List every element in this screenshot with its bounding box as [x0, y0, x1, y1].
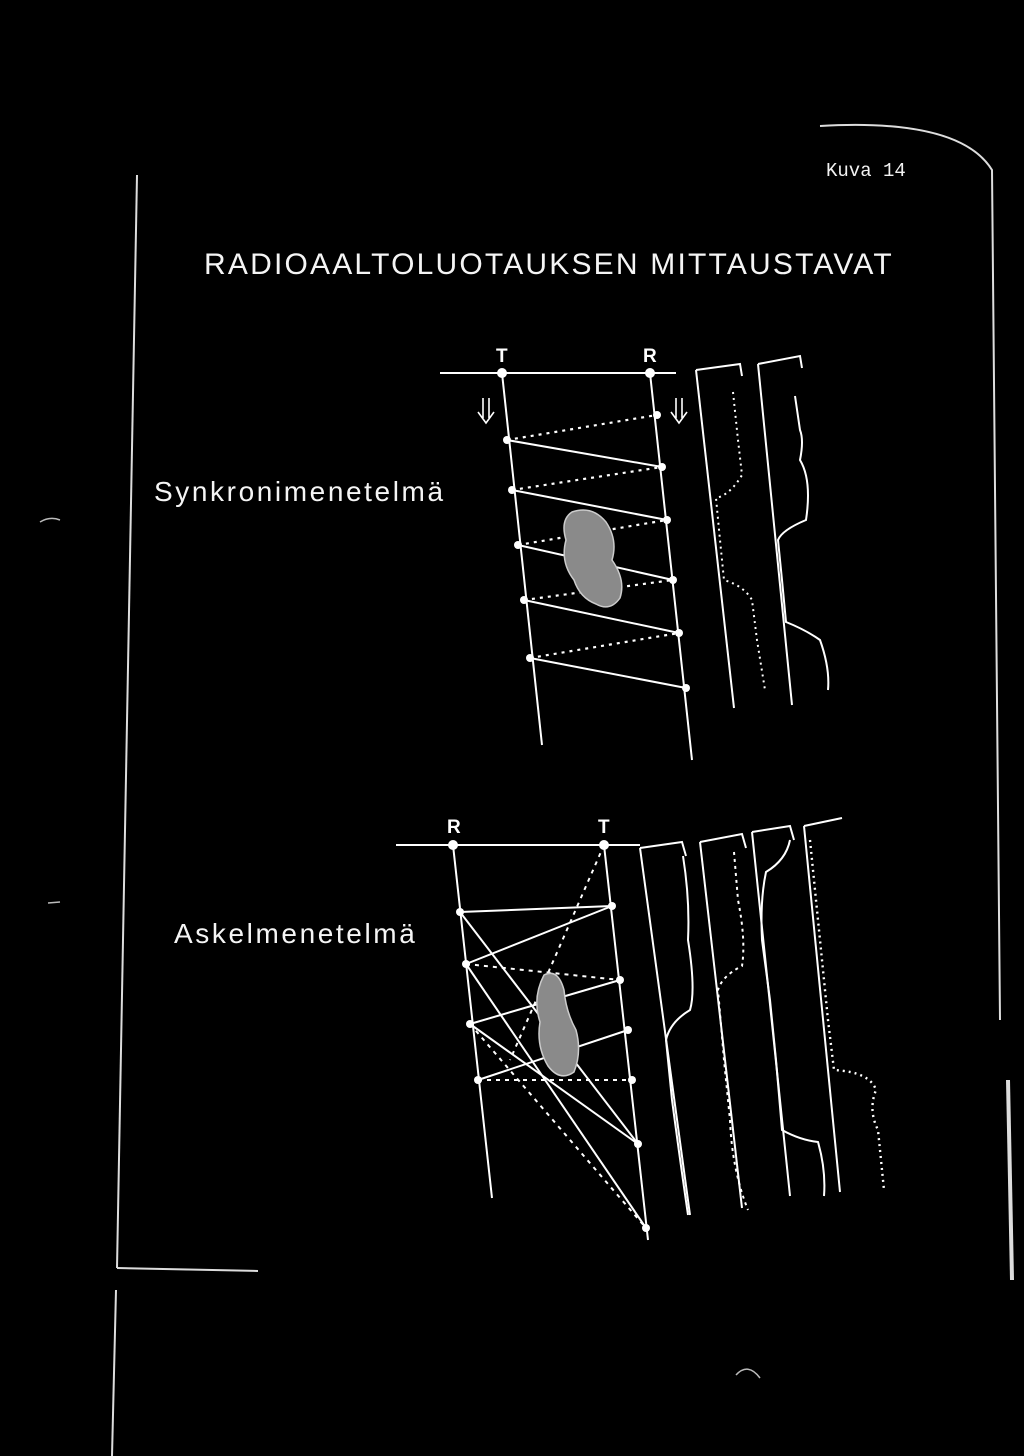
antenna-label-transmitter-top: T: [496, 346, 508, 367]
borehole-transmitter: [502, 373, 542, 745]
scan-artifacts: [40, 518, 760, 1378]
method-label-synkroni: Synkronimenetelmä: [154, 476, 446, 507]
profile-curves: [640, 818, 884, 1215]
synkroni-diagram: [440, 356, 828, 760]
double-down-arrow-icon: [671, 398, 687, 423]
ore-body: [537, 973, 579, 1076]
antenna-label-transmitter-bottom: T: [598, 817, 610, 838]
double-down-arrow-icon: [478, 398, 494, 423]
askel-diagram: [396, 818, 884, 1240]
antenna-label-receiver-bottom: R: [447, 817, 461, 838]
figure-label: Kuva 14: [826, 160, 906, 182]
page-title: RADIOAALTOLUOTAUKSEN MITTAUSTAVAT: [204, 248, 894, 281]
method-label-askel: Askelmenetelmä: [174, 918, 418, 949]
page-frame: [112, 125, 1012, 1456]
borehole-receiver: [650, 373, 692, 760]
profile-curves: [696, 356, 828, 708]
antenna-label-receiver-top: R: [643, 346, 657, 367]
